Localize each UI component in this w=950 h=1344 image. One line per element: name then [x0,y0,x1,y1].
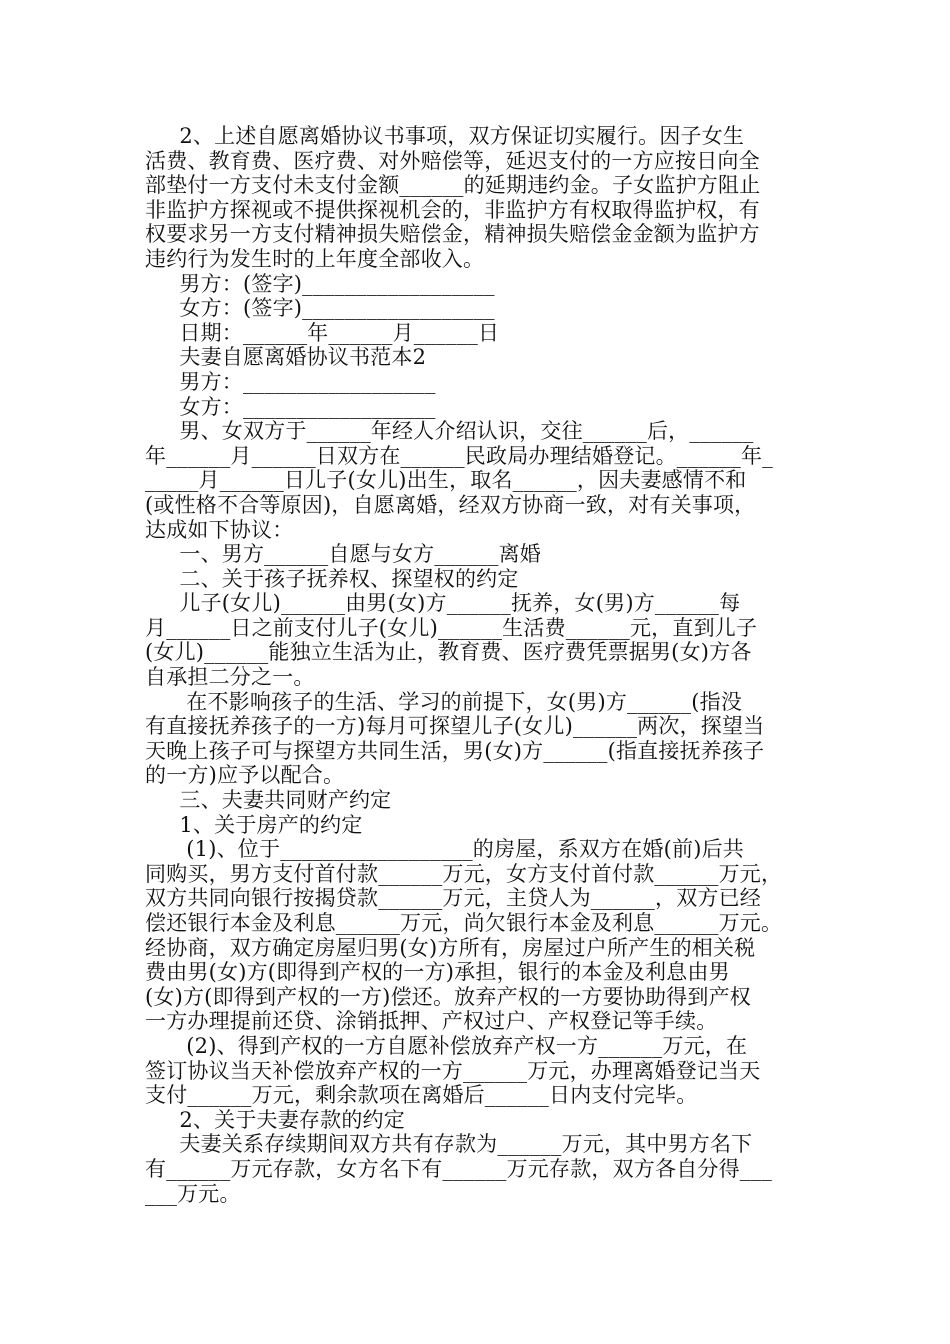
text-line: 夫妻关系存续期间双方共有存款为______万元，其中男方名下 [145,1132,753,1157]
text-line: 双方共同向银行按揭贷款______万元，主贷人为______，双方已经 [145,886,761,911]
text-line: 年______月______日双方在______民政局办理结婚登记。______年_ [145,443,773,468]
text-line: 女方：(签字)__________________ [145,296,495,321]
text-line: 活费、教育费、医疗费、对外赔偿等，延迟支付的一方应按日向全 [145,148,760,173]
text-line: ___万元。 [145,1181,241,1206]
text-line: 签订协议当天补偿放弃产权的一方______万元，办理离婚登记当天 [145,1058,761,1083]
text-line: (女)方(即得到产权的一方)偿还。放弃产权的一方要协助得到产权 [145,984,751,1009]
text-line: 违约行为发生时的上年度全部收入。 [145,246,485,271]
text-line: 2、关于夫妻存款的约定 [145,1107,405,1132]
text-line: 1、关于房产的约定 [145,812,363,837]
text-line: 有直接抚养孩子的一方)每月可探望儿子(女儿)______两次，探望当 [145,714,765,739]
text-line: 有______万元存款，女方名下有______万元存款，双方各自分得___ [145,1156,772,1181]
agreement-body [145,124,825,1206]
text-line: 费由男(女)方(即得到产权的一方)承担，银行的本金及利息由男 [145,960,730,985]
text-line: 部垫付一方支付未支付金额______的延期违约金。子女监护方阻止 [145,173,761,198]
text-line: 达成如下协议： [145,517,294,542]
text-line: 权要求另一方支付精神损失赔偿金，精神损失赔偿金金额为监护方 [145,222,760,247]
text-line: 日期：______年______月______日 [145,320,500,345]
text-line: 夫妻自愿离婚协议书范本2 [145,345,427,370]
text-line: 非监护方探视或不提供探视机会的，非监护方有权取得监护权，有 [145,197,760,222]
text-line: 二、关于孩子抚养权、探望权的约定 [145,566,519,591]
text-line: (2)、得到产权的一方自愿补偿放弃产权一方______万元，在 [145,1033,748,1058]
text-line: 天晚上孩子可与探望方共同生活，男(女)方______(指直接抚养孩子 [145,738,765,763]
text-line: 男方：(签字)__________________ [145,271,495,296]
text-line: 自承担二分之一。 [145,665,315,690]
text-line: 男、女双方于______年经人介绍认识，交往______后，______ [145,419,754,444]
text-line: 2、上述自愿离婚协议书事项，双方保证切实履行。因子女生 [145,124,745,148]
text-line: 偿还银行本金及利息______万元，尚欠银行本金及利息______万元。 [145,911,783,935]
text-line: 一方办理提前还贷、涂销抵押、产权过户、产权登记等手续。 [145,1009,718,1034]
text-line: 支付______万元，剩余款项在离婚后______日内支付完毕。 [145,1083,698,1108]
text-line: (或性格不合等原因)，自愿离婚，经双方协商一致，对有关事项， [145,492,756,517]
text-line: 儿子(女儿)______由男(女)方______抚养，女(男)方______每 [145,591,741,616]
text-line: 三、夫妻共同财产约定 [145,788,392,813]
text-line: 月______日之前支付儿子(女儿)______生活费______元，直到儿子 [145,615,758,640]
text-line: _____月______日儿子(女儿)出生，取名______，因夫妻感情不和 [145,468,747,493]
text-line: 的一方)应予以配合。 [145,763,345,788]
text-line: 男方：__________________ [145,369,436,394]
text-line: 同购买，男方支付首付款______万元，女方支付首付款______万元， [145,861,783,886]
text-line: 在不影响孩子的生活、学习的前提下，女(男)方______(指没 [145,689,743,714]
text-line: (1)、位于__________________的房屋，系双方在婚(前)后共 [145,837,744,862]
text-line: 女方：__________________ [145,394,436,419]
text-line: (女儿)______能独立生活为止，教育费、医疗费凭票据男(女)方各 [145,640,752,665]
text-line: 经协商，双方确定房屋归男(女)方所有，房屋过户所产生的相关税 [145,935,756,960]
text-line: 一、男方______自愿与女方______离婚 [145,542,541,567]
